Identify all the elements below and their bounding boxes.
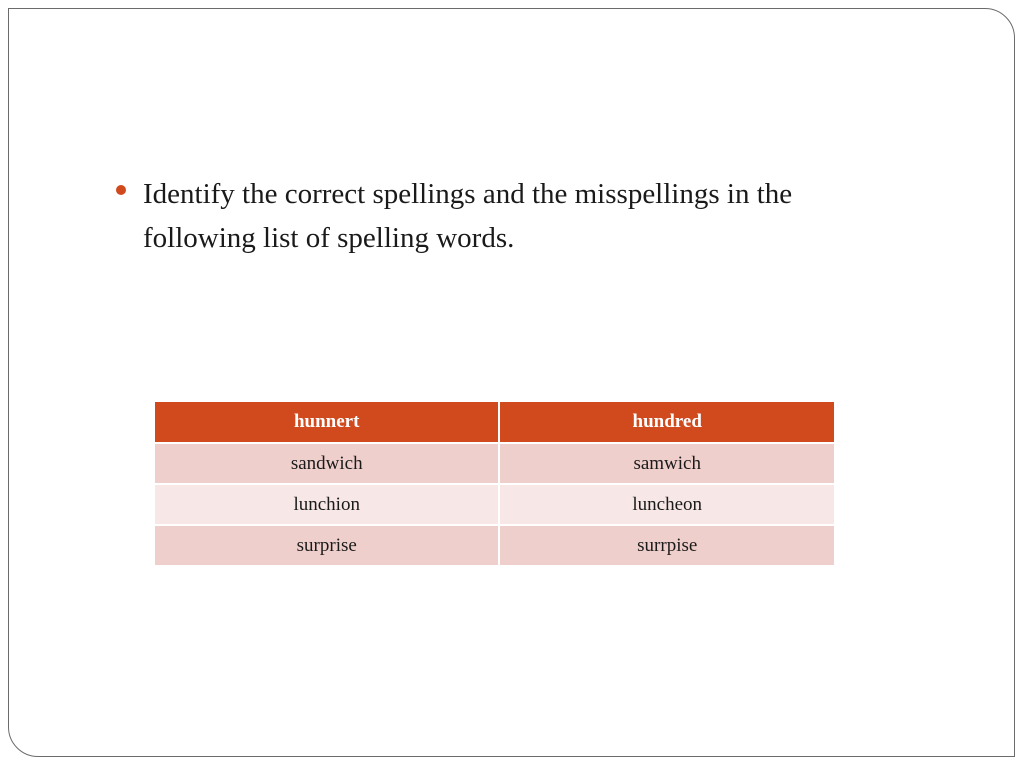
table-cell: surrpise [499, 525, 835, 566]
spelling-table [153, 400, 836, 567]
table-cell: surprise [154, 525, 499, 566]
table-header-cell: hundred [499, 401, 835, 443]
bullet-dot-icon [116, 185, 126, 195]
table-cell: sandwich [154, 443, 499, 484]
table-cell: lunchion [154, 484, 499, 525]
bullet-text: Identify the correct spellings and the misspellings in the following list of spelling words. [143, 178, 793, 254]
bullet-point [116, 172, 906, 260]
table-row [154, 443, 835, 484]
table-header-cell: hunnert [154, 401, 499, 443]
table-row [154, 525, 835, 566]
slide [8, 8, 1015, 757]
table-header-row [154, 401, 835, 443]
table-row [154, 484, 835, 525]
table-cell: samwich [499, 443, 835, 484]
table-cell: luncheon [499, 484, 835, 525]
